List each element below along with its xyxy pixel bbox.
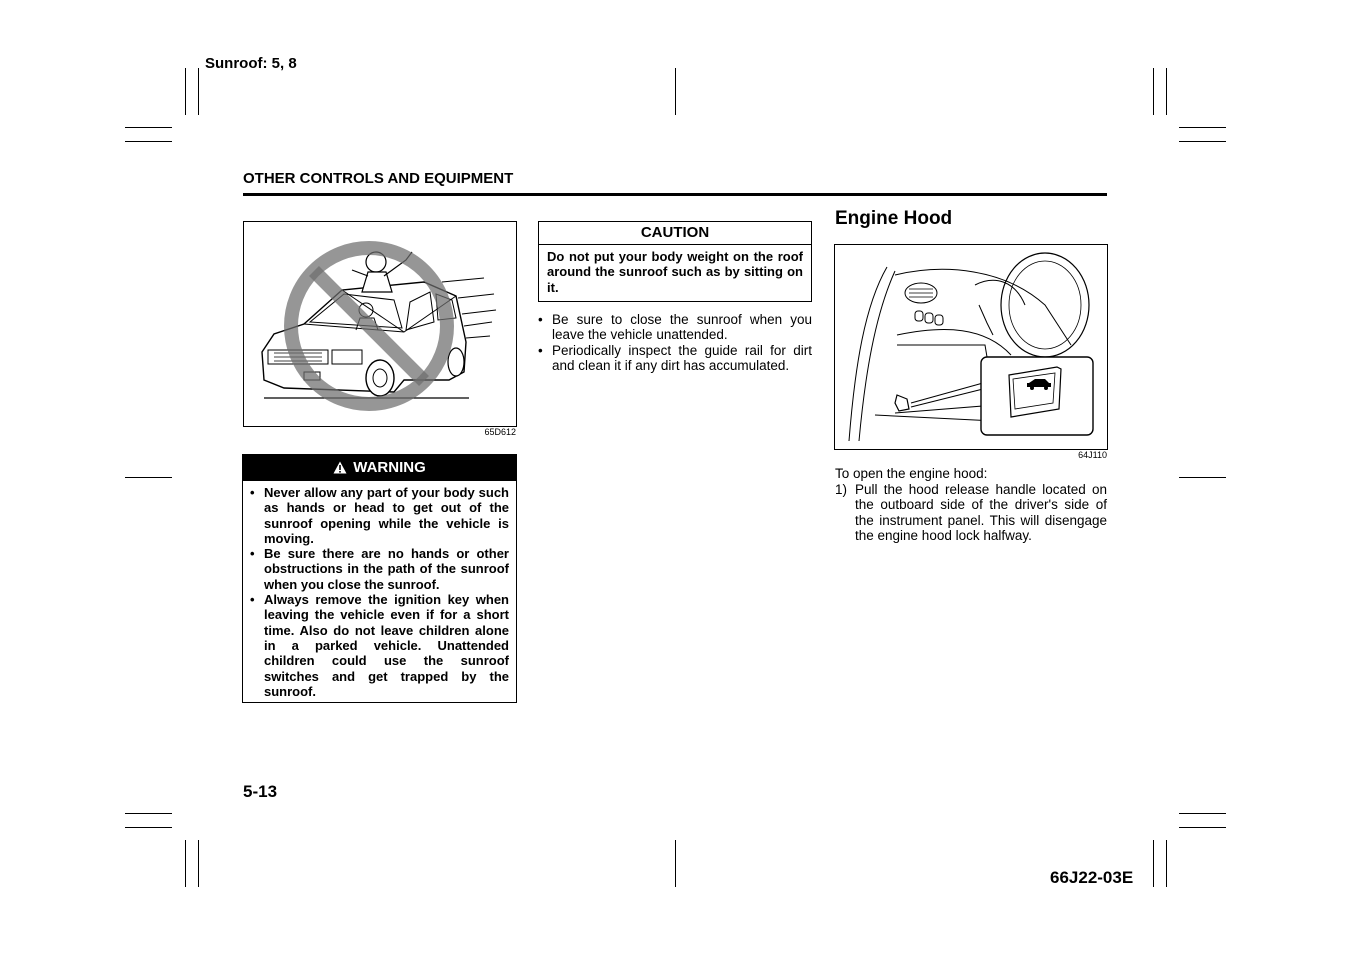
hood-release-illustration — [834, 244, 1108, 450]
step-number: 1) — [835, 482, 848, 497]
car-with-person-illustration — [244, 222, 516, 426]
warning-item: • Always remove the ignition key when leaving the vehicle even if for a short time. Also do not leave children alone in a parked vehicle. Unattended children could use the sunroof switches and get trapped by the sunroof. — [250, 592, 509, 699]
dashboard-illustration — [835, 245, 1107, 449]
header-rule — [243, 193, 1107, 196]
warning-item: • Be sure there are no hands or other obstructions in the path of the sunroof when you close the sunroof. — [250, 546, 509, 592]
warning-list — [243, 481, 516, 699]
warning-item: • Never allow any part of your body such as hands or head to get out of the sunroof opening while the vehicle is moving. — [250, 485, 509, 546]
crop-mark — [675, 840, 676, 887]
page-number: 5-13 — [243, 782, 278, 801]
crop-mark — [125, 813, 172, 814]
warning-triangle-icon — [333, 457, 347, 483]
crop-mark — [198, 840, 199, 887]
crop-mark — [125, 127, 172, 128]
step-item — [835, 482, 1107, 543]
top-reference: Sunroof: 5, 8 — [205, 55, 297, 72]
figure-code: 65D612 — [484, 427, 516, 437]
step-text: Pull the hood release handle located on the outboard side of the driver's side of the instrument panel. This will disengage the engine hood lock halfway. — [855, 482, 1107, 543]
engine-hood-steps — [835, 482, 1107, 543]
warning-box — [242, 454, 517, 703]
crop-mark — [1179, 813, 1226, 814]
document-code: 66J22-03E — [1050, 868, 1134, 887]
sunroof-notes-list — [538, 312, 812, 373]
warning-header — [243, 455, 516, 481]
crop-mark — [1179, 827, 1226, 828]
warning-label: WARNING — [353, 459, 426, 476]
caution-text: Do not put your body weight on the roof around the sunroof such as by sitting on it. — [547, 249, 803, 295]
crop-mark — [198, 68, 199, 115]
crop-mark — [125, 141, 172, 142]
crop-mark — [125, 827, 172, 828]
crop-mark — [1153, 840, 1154, 887]
section-title: OTHER CONTROLS AND EQUIPMENT — [243, 170, 514, 187]
figure-code: 64J110 — [1078, 450, 1107, 460]
crop-mark — [185, 68, 186, 115]
engine-hood-intro: To open the engine hood: — [835, 466, 988, 481]
crop-mark — [1179, 127, 1226, 128]
sunroof-note-item: • Be sure to close the sunroof when you leave the vehicle unattended. — [538, 312, 812, 343]
engine-hood-title: Engine Hood — [835, 208, 953, 229]
crop-mark — [1153, 68, 1154, 115]
crop-mark — [1166, 68, 1167, 115]
crop-mark — [1179, 141, 1226, 142]
caution-header: CAUTION — [539, 222, 811, 245]
sunroof-prohibited-illustration — [243, 221, 517, 427]
crop-mark — [1179, 477, 1226, 478]
crop-mark — [1166, 840, 1167, 887]
crop-mark — [185, 840, 186, 887]
crop-mark — [125, 477, 172, 478]
sunroof-note-item: • Periodically inspect the guide rail for dirt and clean it if any dirt has accumulated. — [538, 343, 812, 374]
caution-box — [538, 221, 812, 302]
crop-mark — [675, 68, 676, 115]
